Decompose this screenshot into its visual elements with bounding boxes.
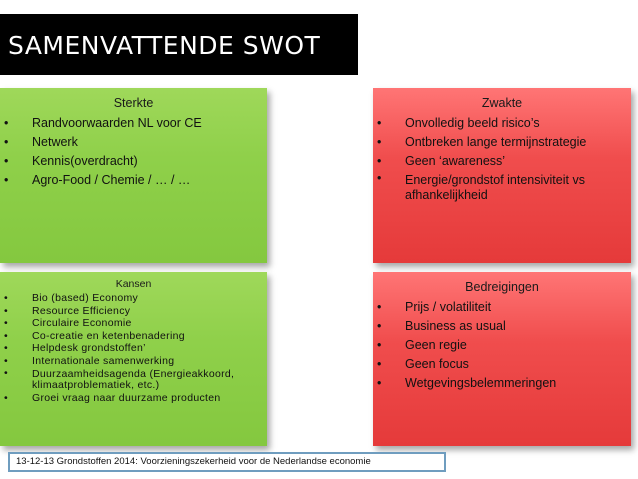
list-item: • Geen regie	[377, 338, 467, 352]
list-item: • Helpdesk grondstoffen’	[4, 342, 146, 355]
list-item: • Bio (based) Economy	[4, 292, 139, 304]
opportunities-title: Kansen	[115, 278, 152, 290]
list-item: • Duurzaamheidsagenda (Energieakkoord, klimaatproblematiek, etc.)	[4, 366, 235, 392]
list-item: • Resource Efficiency	[4, 304, 131, 317]
weaknesses-box	[373, 88, 631, 263]
slide-title-bar	[0, 14, 358, 75]
weaknesses-list	[373, 114, 631, 203]
list-item: • Circulaire Economie	[4, 317, 132, 330]
list-item: • Geen focus	[377, 357, 469, 371]
opportunities-list	[0, 292, 267, 404]
list-item: • Groei vraag naar duurzame producten	[4, 391, 221, 404]
list-item: • Prijs / volatiliteit	[377, 300, 492, 314]
strengths-title: Sterkte	[113, 96, 154, 110]
list-item: • Kennis(overdracht)	[4, 154, 138, 168]
list-item: • Onvolledig beeld risico’s	[377, 116, 540, 130]
strengths-box	[0, 88, 267, 263]
threats-box	[373, 272, 631, 446]
list-item: • Netwerk	[4, 135, 78, 149]
list-item: • Co-creatie en ketenbenadering	[4, 329, 185, 342]
slide-title: SAMENVATTENDE SWOT	[8, 31, 321, 60]
list-item: • Geen ‘awareness’	[377, 154, 506, 168]
footer-caption: 13-12-13 Grondstoffen 2014: Voorzieningszekerheid voor de Nederlandse economie	[8, 452, 446, 472]
list-item: • Internationale samenwerking	[4, 354, 175, 367]
list-item: • Agro-Food / Chemie / … / …	[4, 173, 191, 187]
weaknesses-title: Zwakte	[481, 96, 523, 110]
list-item: • Ontbreken lange termijnstrategie	[377, 135, 587, 149]
opportunities-box	[0, 272, 267, 446]
threats-list	[373, 298, 631, 393]
list-item: • Energie/grondstof intensiviteit vs afhankelijkheid	[377, 171, 585, 202]
list-item: • Randvoorwaarden NL voor CE	[4, 116, 202, 130]
threats-title: Bedreigingen	[465, 280, 539, 294]
strengths-list	[0, 114, 267, 190]
list-item: • Business as usual	[377, 319, 506, 333]
list-item: • Wetgevingsbelemmeringen	[377, 376, 557, 390]
